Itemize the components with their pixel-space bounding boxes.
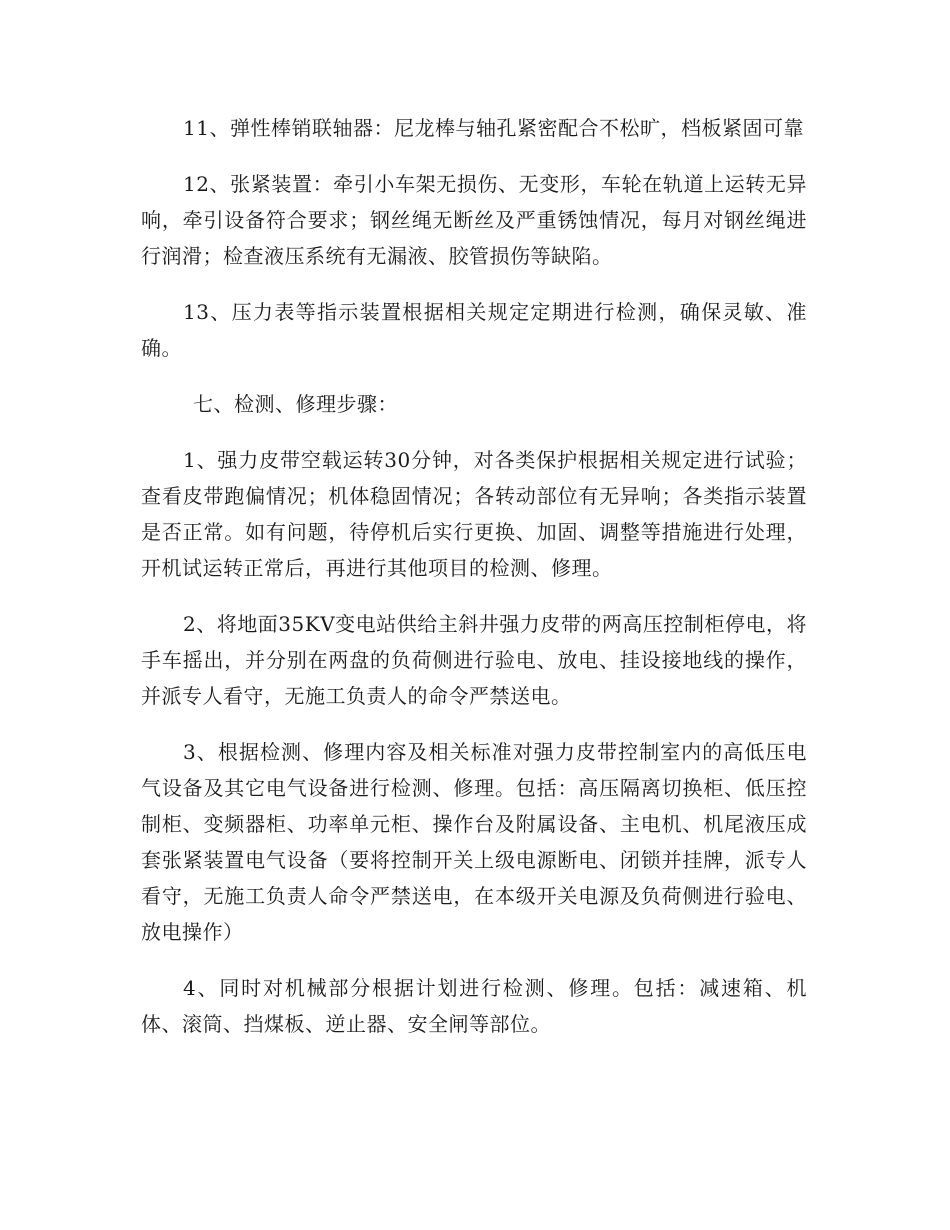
paragraph-pressure-gauge: 13、压力表等指示装置根据相关规定定期进行检测，确保灵敏、准确。	[141, 300, 807, 360]
section-heading-repair-steps: 七、检测、修理步骤：	[193, 392, 398, 416]
paragraph-tensioning-device: 12、张紧装置：牵引小车架无损伤、无变形，车轮在轨道上运转无异响，牵引设备符合要求；钢丝绳无断丝及严重锈蚀情况，每月对钢丝绳进行润滑；检查液压系统有无漏液、胶管损伤等缺陷。	[141, 172, 807, 268]
document-body	[141, 110, 807, 1062]
paragraph-step-1: 1、强力皮带空载运转30分钟，对各类保护根据相关规定进行试验；查看皮带跑偏情况；机体稳固情况；各转动部位有无异响；各类指示装置是否正常。如有问题，待停机后实行更换、加固、调整等措施进行处理，开机试运转正常后，再进行其他项目的检测、修理。	[141, 448, 807, 580]
paragraph-coupling: 11、弹性棒销联轴器：尼龙棒与轴孔紧密配合不松旷，档板紧固可靠	[183, 116, 804, 140]
paragraph-step-4: 4、同时对机械部分根据计划进行检测、修理。包括：减速箱、机体、滚筒、挡煤板、逆止器、安全闸等部位。	[141, 976, 807, 1036]
paragraph-step-2: 2、将地面35KV变电站供给主斜井强力皮带的两高压控制柜停电，将手车摇出，并分别在两盘的负荷侧进行验电、放电、挂设接地线的操作，并派专人看守，无施工负责人的命令严禁送电。	[141, 612, 807, 708]
paragraph-step-3: 3、根据检测、修理内容及相关标准对强力皮带控制室内的高低压电气设备及其它电气设备进行检测、修理。包括：高压隔离切换柜、低压控制柜、变频器柜、功率单元柜、操作台及附属设备、主电机、机尾液压成套张紧装置电气设备（要将控制开关上级电源断电、闭锁并挂牌，派专人看守，无施工负责人命令严禁送电，在本级开关电源及负荷侧进行验电、放电操作）	[141, 740, 807, 944]
